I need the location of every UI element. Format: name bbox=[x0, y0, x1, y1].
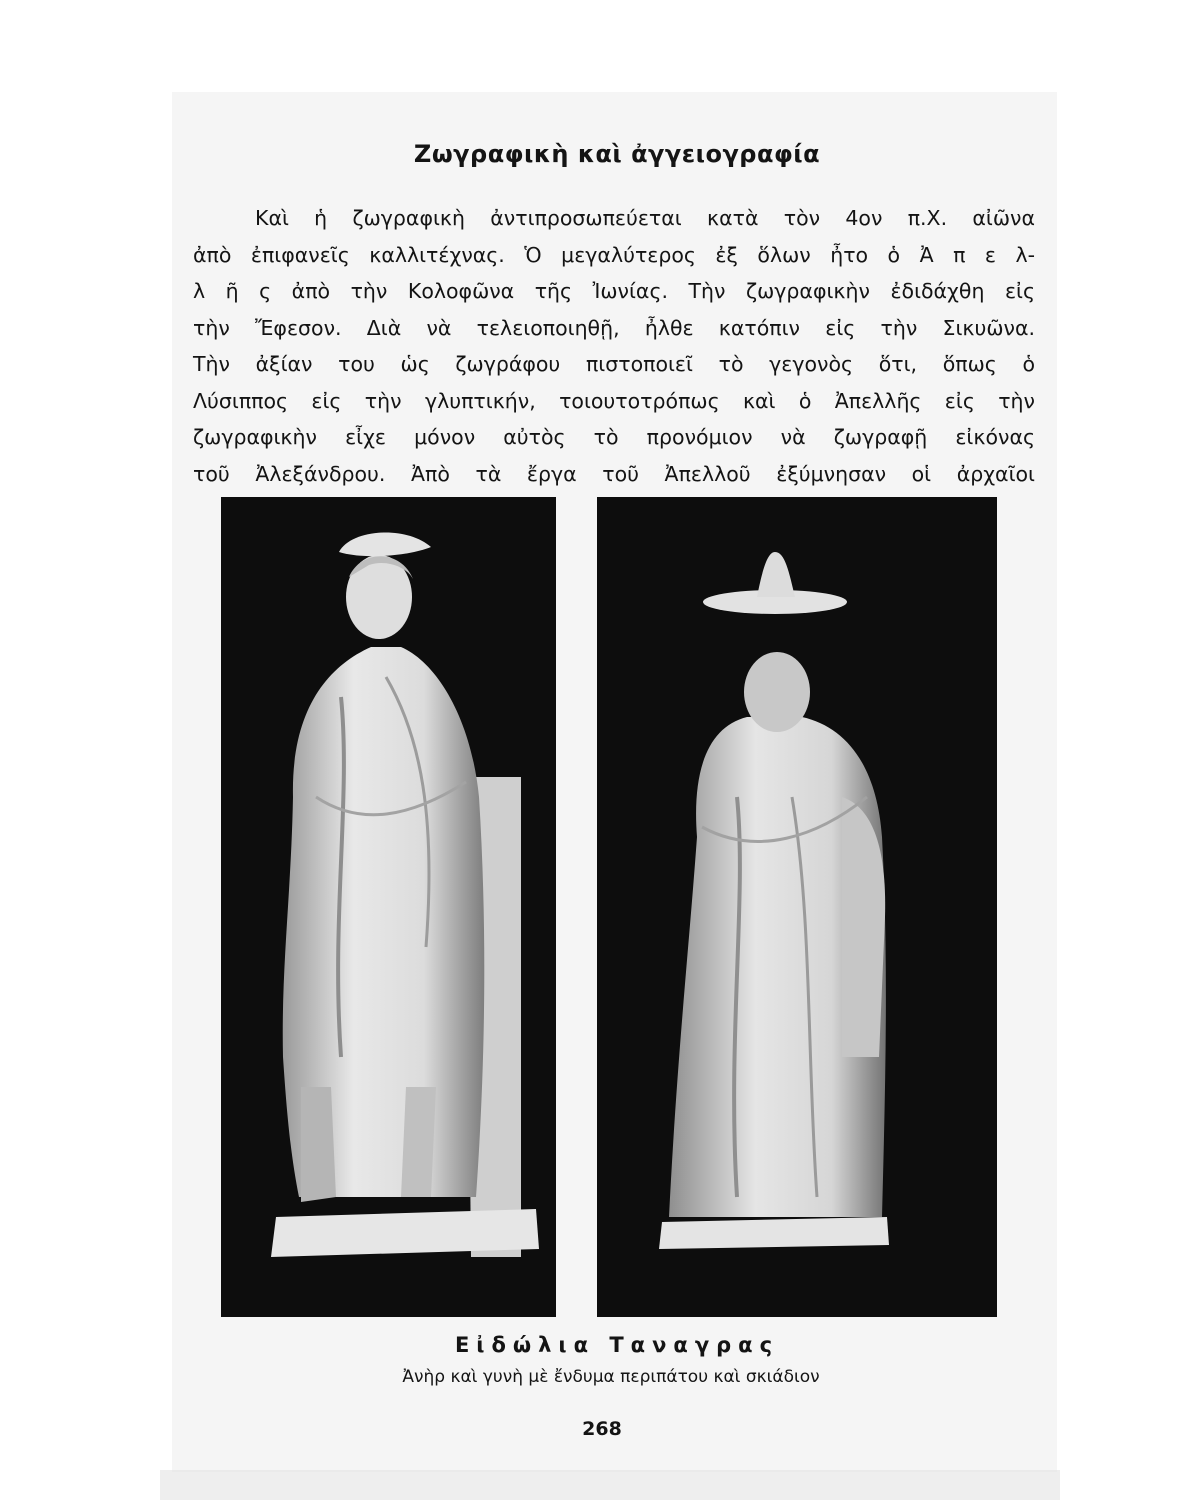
paragraph-line: λ ῆ ς ἀπὸ τὴν Κολοφῶνα τῆς Ἰωνίας. Τὴν ζωγραφικὴν ἐδιδάχθη εἰς bbox=[193, 279, 1035, 303]
figurine-photo-man bbox=[221, 497, 556, 1317]
paragraph-line: Λύσιππος εἰς τὴν γλυπτικήν, τοιουτοτρόπως καὶ ὁ Ἀπελλῆς εἰς τὴν bbox=[193, 388, 1035, 413]
paragraph-line: τὴν Ἔφεσον. Διὰ νὰ τελειοποιηθῇ, ἦλθε κατόπιν εἰς τὴν Σικυῶνα. bbox=[193, 315, 1035, 340]
figurine-head bbox=[744, 652, 810, 732]
page-number: 268 bbox=[582, 1418, 622, 1440]
flat-hat bbox=[339, 532, 431, 556]
female-figurine-image bbox=[597, 497, 997, 1317]
male-figurine-image bbox=[221, 497, 556, 1317]
figure-caption-subtitle: Ἀνὴρ καὶ γυνὴ μὲ ἔνδυμα περιπάτου καὶ σκιάδιον bbox=[402, 1367, 820, 1387]
paragraph-line: ἀπὸ ἐπιφανεῖς καλλιτέχνας. Ὁ μεγαλύτερος ἐξ ὅλων ἦτο ὁ Ἀ π ε λ- bbox=[193, 242, 1035, 267]
figurine-base bbox=[271, 1209, 539, 1257]
paragraph-line: ζωγραφικὴν εἶχε μόνον αὐτὸς τὸ προνόμιον νὰ ζωγραφῇ εἰκόνας bbox=[193, 425, 1035, 449]
paragraph-line: Καὶ ἡ ζωγραφικὴ ἀντιπροσωπεύεται κατὰ τὸν 4ον π.Χ. αἰῶνα bbox=[255, 206, 1035, 230]
sun-hat-cone bbox=[757, 552, 795, 597]
figurine-photo-woman bbox=[597, 497, 997, 1317]
figure-caption-title: Εἰδώλια Ταναγρας bbox=[454, 1333, 780, 1357]
paragraph-line: τοῦ Ἀλεξάνδρου. Ἀπὸ τὰ ἔργα τοῦ Ἀπελλοῦ ἐξύμνησαν οἱ ἀρχαῖοι bbox=[193, 461, 1035, 486]
page-title: Ζωγραφικὴ καὶ ἀγγειογραφία bbox=[413, 140, 821, 168]
figurine-base bbox=[659, 1217, 889, 1249]
paragraph-line: Τὴν ἀξίαν του ὡς ζωγράφου πιστοποιεῖ τὸ γεγονὸς ὅτι, ὅπως ὁ bbox=[193, 352, 1035, 376]
body-paragraph bbox=[193, 200, 1035, 492]
